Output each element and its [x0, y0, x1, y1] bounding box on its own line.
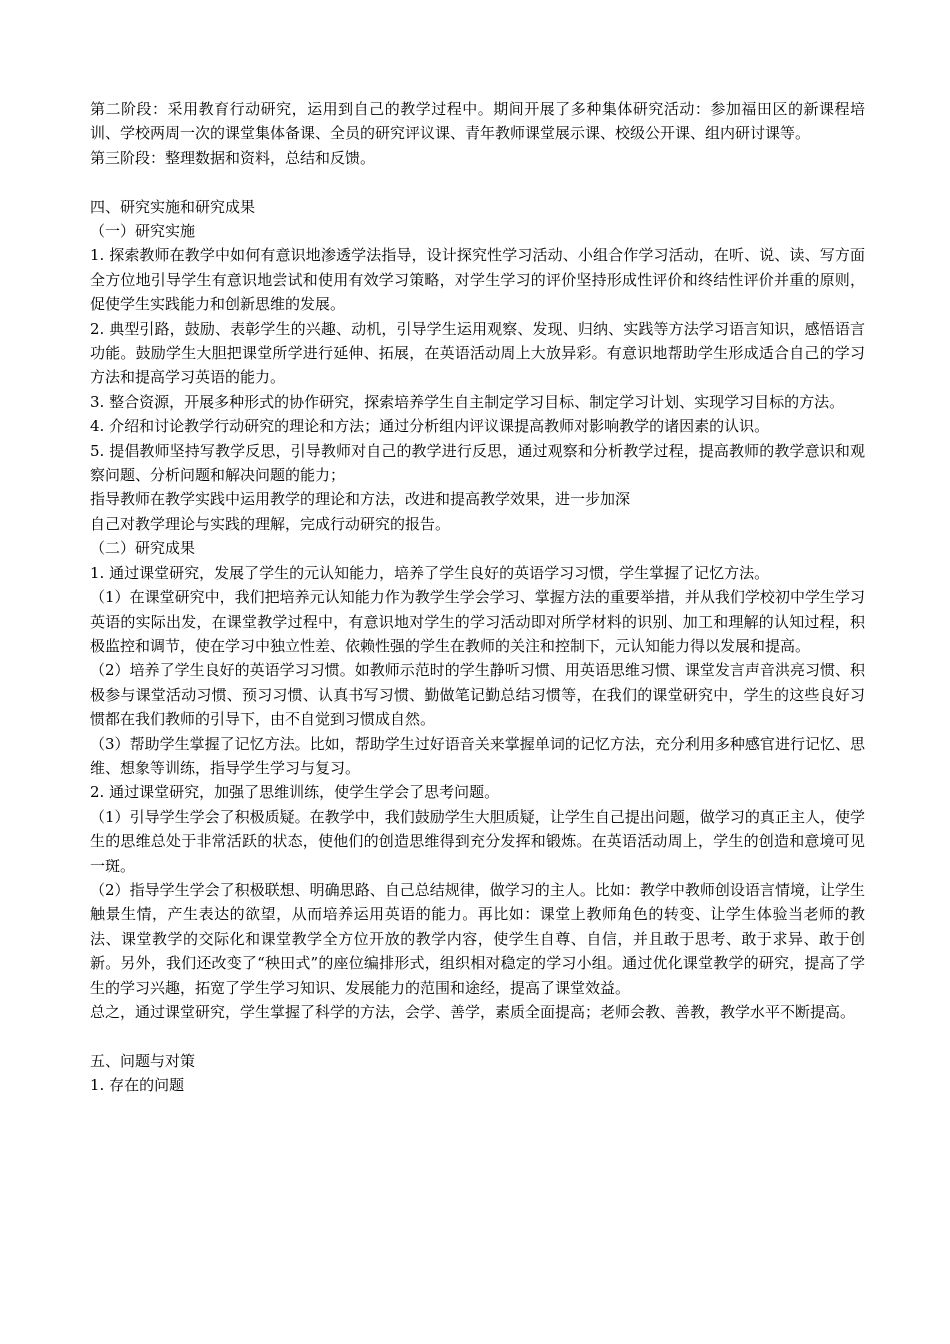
result-summary: 总之，通过课堂研究，学生掌握了科学的方法，会学、善学，素质全面提高；老师会教、善教，教学水平不断提高。 — [90, 1003, 856, 1022]
implementation-item-5-cont-b: 自己对教学理论与实践的理解，完成行动研究的报告。 — [90, 514, 451, 533]
problems-item-1: 1. 存在的问题 — [90, 1076, 185, 1095]
result-item-2-1: （1）引导学生学会了积极质疑。在教学中，我们鼓励学生大胆质疑，让学生自己提出问题，做学习的真正主人，使学生的思维总处于非常活跃的状态，使他们的创造思维得到充分发挥和锻炼。在英语活动周上，学生的创造和意境可见一斑。 — [90, 807, 865, 875]
result-item-2-2: （2）指导学生学会了积极联想、明确思路、自己总结规律，做学习的主人。比如：教学中教师创设语言情境，让学生触景生情，产生表达的欲望，从而培养运用英语的能力。再比如：课堂上教师角色的转变、让学生体验当老师的教法、课堂教学的交际化和课堂教学全方位开放的教学内容，使学生自尊、自信，并且敢于思考、敢于求异、敢于创新。另外，我们还改变了“秧田式”的座位编排形式，组织相对稳定的学习小组。通过优化课堂教学的研究，提高了学生的学习兴趣，拓宽了学生学习知识、发展能力的范围和途经，提高了课堂效益。 — [90, 880, 865, 997]
subheading-results: （二）研究成果 — [90, 539, 196, 558]
implementation-item-4: 4. 介绍和讨论教学行动研究的理论和方法；通过分析组内评议课提高教师对影响教学的诸因素的认识。 — [90, 417, 770, 436]
implementation-item-3: 3. 整合资源，开展多种形式的协作研究，探索培养学生自主制定学习目标、制定学习计划、实现学习目标的方法。 — [90, 392, 845, 411]
implementation-item-5: 5. 提倡教师坚持写教学反思，引导教师对自己的教学进行反思，通过观察和分析教学过程，提高教师的教学意识和观察问题、分析问题和解决问题的能力； — [90, 441, 865, 485]
blank-line — [90, 170, 865, 194]
subheading-implementation: （一）研究实施 — [90, 222, 196, 241]
implementation-item-1: 1. 探索教师在教学中如何有意识地渗透学法指导，设计探究性学习活动、小组合作学习活动，在听、说、读、写方面全方位地引导学生有意识地尝试和使用有效学习策略，对学生学习的评价坚持形成性评价和终结性评价并重的原则，促使学生实践能力和创新思维的发展。 — [90, 246, 865, 314]
paragraph-stage-two: 第二阶段：采用教育行动研究，运用到自己的教学过程中。期间开展了多种集体研究活动：参加福田区的新课程培训、学校两周一次的课堂集体备课、全员的研究评议课、青年教师课堂展示课、校级公开课、组内研讨课等。 — [90, 100, 865, 143]
result-item-1-2: （2）培养了学生良好的英语学习习惯。如教师示范时的学生静听习惯、用英语思维习惯、课堂发言声音洪亮习惯、积极参与课堂活动习惯、预习习惯、认真书写习惯、勤做笔记勤总结习惯等，在我们的课堂研究中，学生的这些良好习惯都在我们教师的引导下，由不自觉到习惯成自然。 — [90, 661, 865, 729]
paragraph-stage-three: 第三阶段：整理数据和资料，总结和反馈。 — [90, 148, 376, 167]
result-item-2: 2. 通过课堂研究，加强了思维训练，使学生学会了思考问题。 — [90, 783, 500, 802]
blank-line — [90, 1024, 865, 1048]
document-page — [90, 97, 865, 1098]
section-heading-5: 五、问题与对策 — [90, 1051, 196, 1070]
section-heading-4: 四、研究实施和研究成果 — [90, 197, 256, 216]
result-item-1-3: （3）帮助学生掌握了记忆方法。比如，帮助学生过好语音关来掌握单词的记忆方法，充分利用多种感官进行记忆、思维、想象等训练，指导学生学习与复习。 — [90, 734, 865, 777]
implementation-item-2: 2. 典型引路，鼓励、表彰学生的兴趣、动机，引导学生运用观察、发现、归纳、实践等方法学习语言知识，感悟语言功能。鼓励学生大胆把课堂所学进行延伸、拓展，在英语活动周上大放异彩。有意识地帮助学生形成适合自己的学习方法和提高学习英语的能力。 — [90, 319, 865, 387]
result-item-1: 1. 通过课堂研究，发展了学生的元认知能力，培养了学生良好的英语学习习惯，学生掌握了记忆方法。 — [90, 563, 770, 582]
implementation-item-5-cont-a: 指导教师在教学实践中运用教学的理论和方法，改进和提高教学效果，进一步加深 — [90, 490, 631, 509]
result-item-1-1: （1）在课堂研究中，我们把培养元认知能力作为教学生学会学习、掌握方法的重要举措，并从我们学校初中学生学习英语的实际出发，在课堂教学过程中，有意识地对学生的学习活动即对所学材料的识别、加工和理解的认知过程，积极监控和调节，使在学习中独立性差、依赖性强的学生在教师的关注和控制下，元认知能力得以发展和提高。 — [90, 588, 865, 655]
